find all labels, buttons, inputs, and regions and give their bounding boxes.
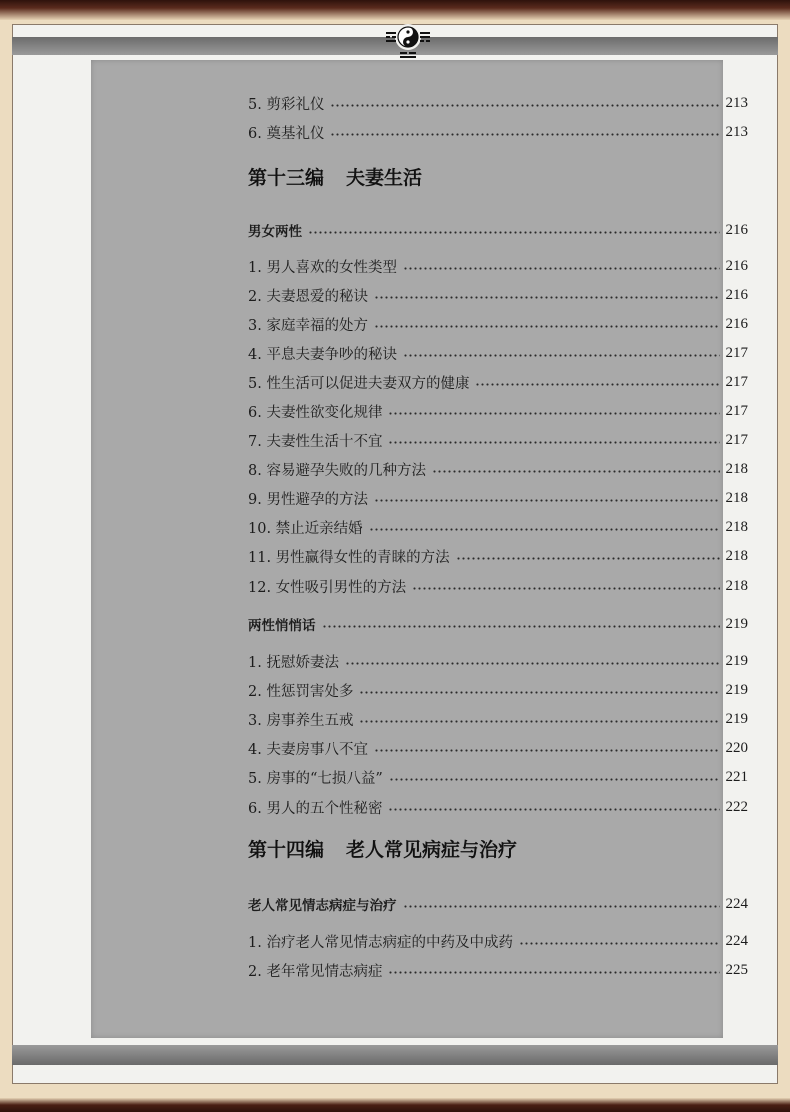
- toc-entry: [248, 650, 748, 672]
- dot-leader: [308, 231, 720, 234]
- part-title: 老人常见病症与治疗: [346, 839, 518, 861]
- toc-entry: [248, 400, 748, 422]
- page-number: 220: [725, 739, 748, 756]
- entry-title: 10. 禁止近亲结婚: [248, 520, 363, 537]
- dot-leader: [388, 808, 719, 811]
- bottom-border: [0, 1098, 790, 1112]
- entry-title: 2. 老年常见情志病症: [248, 963, 383, 980]
- page-number: 217: [725, 431, 748, 448]
- dot-leader: [374, 499, 720, 502]
- toc-entry: [248, 679, 748, 701]
- part-heading: [248, 164, 422, 192]
- part-number: 第十四编: [248, 839, 325, 861]
- toc-entry: [248, 92, 748, 114]
- top-border: [0, 0, 790, 20]
- page-number: 216: [725, 221, 748, 238]
- entry-title: 2. 性惩罚害处多: [248, 683, 354, 700]
- toc-entry: [248, 737, 748, 759]
- yin-yang-bagua-icon: [382, 22, 434, 62]
- entry-title: 5. 性生活可以促进夫妻双方的健康: [248, 375, 470, 392]
- entry-title: 7. 夫妻性生活十不宜: [248, 433, 383, 450]
- entry-title: 8. 容易避孕失败的几种方法: [248, 462, 426, 479]
- toc-section-entry: [248, 893, 748, 915]
- toc-entry: [248, 284, 748, 306]
- entry-title: 6. 奠基礼仪: [248, 125, 325, 142]
- toc-entry: [248, 930, 748, 952]
- dot-leader: [359, 691, 719, 694]
- page-number: 218: [725, 460, 748, 477]
- toc-entry: [248, 487, 748, 509]
- dot-leader: [519, 942, 720, 945]
- toc-entry: [248, 516, 748, 538]
- entry-title: 5. 房事的“七损八益”: [248, 770, 383, 787]
- dot-leader: [388, 971, 719, 974]
- toc-entry: [248, 342, 748, 364]
- toc-section-entry: [248, 613, 748, 635]
- entry-title: 12. 女性吸引男性的方法: [248, 579, 407, 596]
- dot-leader: [330, 133, 719, 136]
- dot-leader: [432, 470, 720, 473]
- page-number: 216: [725, 257, 748, 274]
- page-number: 225: [725, 961, 748, 978]
- dot-leader: [412, 587, 719, 590]
- entry-title: 男女两性: [248, 224, 302, 240]
- entry-title: 3. 房事养生五戒: [248, 712, 354, 729]
- toc-section-entry: [248, 219, 748, 241]
- page-number: 219: [725, 710, 748, 727]
- toc-entry: [248, 371, 748, 393]
- entry-title: 1. 抚慰娇妻法: [248, 654, 339, 671]
- dot-leader: [403, 267, 720, 270]
- dot-leader: [374, 325, 720, 328]
- page-number: 224: [725, 895, 748, 912]
- dot-leader: [330, 104, 719, 107]
- page-number: 213: [725, 123, 748, 140]
- entry-title: 4. 夫妻房事八不宜: [248, 741, 368, 758]
- page-number: 213: [725, 94, 748, 111]
- dot-leader: [403, 354, 720, 357]
- toc-entry: [248, 959, 748, 981]
- page-number: 218: [725, 489, 748, 506]
- page-number: 218: [725, 547, 748, 564]
- part-heading: [248, 836, 517, 864]
- dot-leader: [374, 296, 720, 299]
- page-number: 222: [725, 798, 748, 815]
- toc-entry: [248, 255, 748, 277]
- dot-leader: [359, 720, 719, 723]
- page-number: 221: [725, 768, 748, 785]
- toc-entry: [248, 313, 748, 335]
- page-number: 216: [725, 315, 748, 332]
- dot-leader: [389, 778, 720, 781]
- entry-title: 3. 家庭幸福的处方: [248, 317, 368, 334]
- toc-entry: [248, 458, 748, 480]
- page-number: 217: [725, 344, 748, 361]
- page-number: 219: [725, 681, 748, 698]
- entry-title: 1. 治疗老人常见情志病症的中药及中成药: [248, 934, 513, 951]
- entry-title: 5. 剪彩礼仪: [248, 96, 325, 113]
- toc-entry: [248, 121, 748, 143]
- dot-leader: [403, 905, 720, 908]
- dot-leader: [322, 625, 720, 628]
- toc-entry: [248, 766, 748, 788]
- toc-entry: [248, 796, 748, 818]
- toc-entry: [248, 575, 748, 597]
- toc-entry: [248, 545, 748, 567]
- entry-title: 4. 平息夫妻争吵的秘诀: [248, 346, 397, 363]
- entry-title: 1. 男人喜欢的女性类型: [248, 259, 397, 276]
- dot-leader: [374, 749, 720, 752]
- toc-entry: [248, 429, 748, 451]
- toc-entry: [248, 708, 748, 730]
- dot-leader: [388, 412, 719, 415]
- page-number: 217: [725, 373, 748, 390]
- page-number: 224: [725, 932, 748, 949]
- entry-title: 6. 男人的五个性秘密: [248, 800, 383, 817]
- footer-band: [12, 1045, 778, 1065]
- page-number: 218: [725, 518, 748, 535]
- page-number: 219: [725, 615, 748, 632]
- part-title: 夫妻生活: [346, 167, 423, 189]
- entry-title: 11. 男性赢得女性的青睐的方法: [248, 549, 450, 566]
- page-number: 217: [725, 402, 748, 419]
- entry-title: 老人常见情志病症与治疗: [248, 898, 397, 914]
- entry-title: 2. 夫妻恩爱的秘诀: [248, 288, 368, 305]
- dot-leader: [475, 383, 719, 386]
- part-number: 第十三编: [248, 167, 325, 189]
- page-number: 218: [725, 577, 748, 594]
- dot-leader: [456, 557, 720, 560]
- toc-page: [91, 60, 748, 1038]
- entry-title: 两性悄悄话: [248, 618, 316, 634]
- dot-leader: [388, 441, 719, 444]
- page-number: 216: [725, 286, 748, 303]
- dot-leader: [369, 528, 720, 531]
- entry-title: 6. 夫妻性欲变化规律: [248, 404, 383, 421]
- dot-leader: [345, 662, 720, 665]
- entry-title: 9. 男性避孕的方法: [248, 491, 368, 508]
- page-number: 219: [725, 652, 748, 669]
